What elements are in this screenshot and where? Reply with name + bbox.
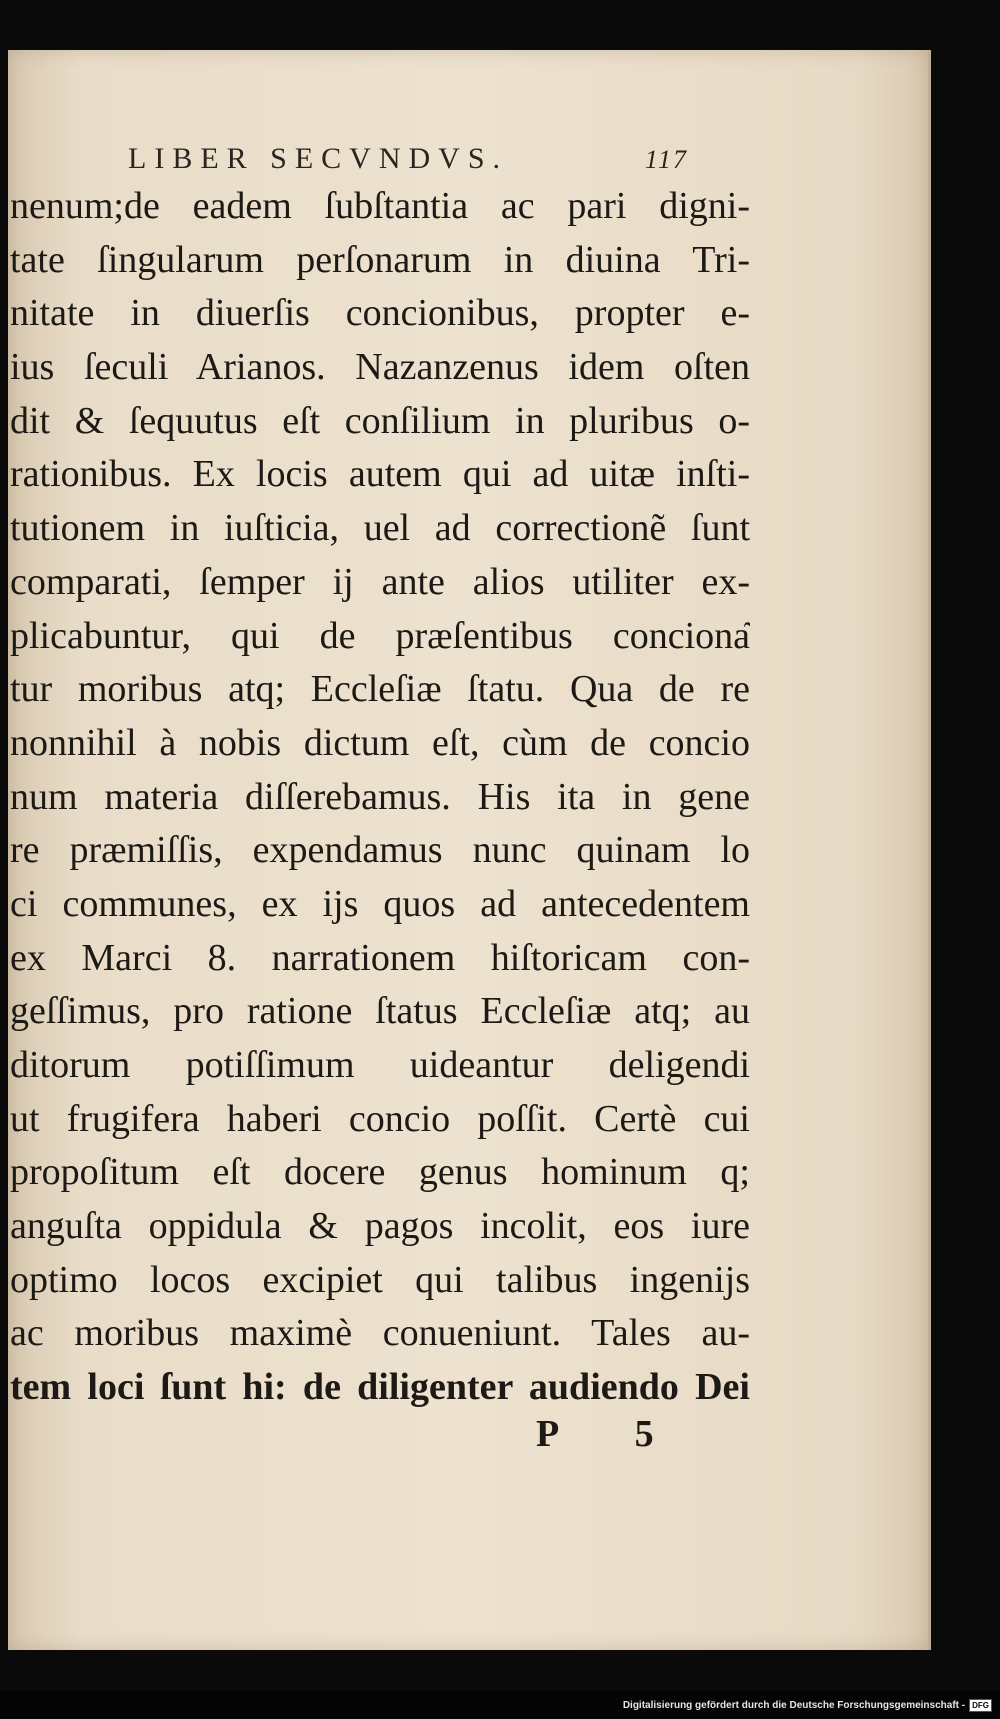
credit-text: Digitalisierung gefördert durch die Deutsche Forschungsgemeinschaft - — [622, 1699, 966, 1711]
text-line: num materia diſſerebamus. His ita in gene — [10, 775, 750, 818]
text-line: re præmiſſis, expendamus nunc quinam lo — [10, 829, 750, 872]
text-line: optimo locos excipiet qui talibus ingenijs — [10, 1258, 750, 1301]
text-line: geſſimus, pro ratione ſtatus Eccleſiæ atq; au — [10, 990, 750, 1033]
text-line: ius ſeculi Arianos. Nazanzenus idem oſten — [10, 346, 750, 389]
text-line: plicabuntur, qui de præſentibus conciona͂ — [10, 614, 750, 657]
page-number: 117 — [644, 145, 688, 174]
text-line: ut frugifera haberi concio poſſit. Certè cui — [10, 1097, 750, 1140]
text-line: nenum;de eadem ſubſtantia ac pari digni- — [10, 185, 750, 227]
text-line: tutionem in iuſticia, uel ad correctionẽ ſunt — [10, 507, 750, 550]
text-line: dit & ſequutus eſt conſilium in pluribus o- — [10, 399, 750, 442]
dfg-logo-icon: DFG — [969, 1699, 992, 1712]
text-line: ditorum potiſſimum uideantur deligendi — [10, 1044, 750, 1086]
body-text — [10, 180, 750, 1415]
text-line: rationibus. Ex locis autem qui ad uitæ inſti- — [10, 453, 750, 496]
running-head — [128, 142, 688, 176]
text-line: anguſta oppidula & pagos incolit, eos iure — [10, 1205, 750, 1248]
book-page — [8, 50, 931, 1650]
text-line: nonnihil à nobis dictum eſt, cùm de concio — [10, 721, 750, 764]
text-line: nitate in diuerſis concionibus, propter e- — [10, 292, 750, 335]
running-title: LIBER SECVNDVS. — [128, 142, 509, 175]
text-line: comparati, ſemper ij ante alios utiliter ex- — [10, 560, 750, 603]
text-line: propoſitum eſt docere genus hominum q; — [10, 1151, 750, 1194]
text-line: tem loci ſunt hi: de diligenter audiendo Dei — [10, 1366, 750, 1409]
signature-mark: P 5 — [536, 1413, 688, 1455]
text-line: tur moribus atq; Eccleſiæ ſtatu. Qua de re — [10, 668, 750, 711]
text-line: ex Marci 8. narrationem hiſtoricam con- — [10, 936, 750, 979]
credit-bar — [0, 1691, 1000, 1719]
text-line: ci communes, ex ijs quos ad antecedentem — [10, 882, 750, 925]
text-line: ac moribus maximè conueniunt. Tales au- — [10, 1312, 750, 1355]
text-line: tate ſingularum perſonarum in diuina Tri- — [10, 238, 750, 281]
